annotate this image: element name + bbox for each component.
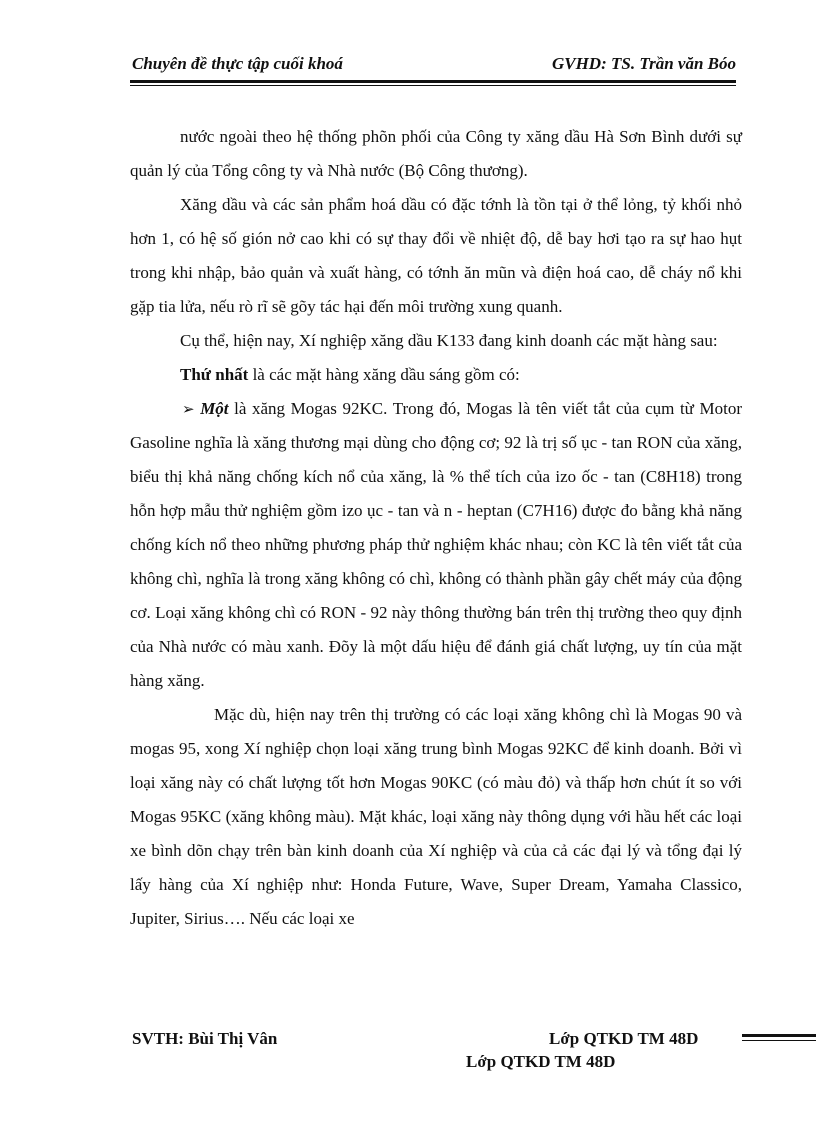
paragraph-4 — [130, 358, 742, 392]
bullet-item-1-lead: Một — [200, 399, 229, 418]
arrow-bullet-icon: ➢ — [182, 400, 195, 418]
bullet-item-1-text: là xăng Mogas 92KC. Trong đó, Mogas là tên viết tắt của cụm từ Motor Gasoline nghĩa là xăng thương mại dùng cho động cơ; 92 là trị số ục - tan RON của xăng, biểu thị khả năng chống kích nổ của xăng, là % thể tích của izo ốc - tan (C8H18) trong hỗn hợp mẫu thử nghiệm gồm izo ục - tan và n - heptan (C7H16) được đo bằng khả năng chống kích nổ theo những phương pháp thử nghiệm khác nhau; còn KC là tên viết tắt của không chì, nghĩa là trong xăng không có chì, không có thành phần gây chết máy của động cơ. Loại xăng không chì có RON - 92 này thông thường bán trên thị trường theo quy định của Nhà nước có màu xanh. Đõy là một dấu hiệu để đánh giá chất lượng, uy tín của mặt hàng xăng. — [130, 399, 742, 690]
header-rule-thick — [130, 80, 736, 83]
paragraph-4-text: là các mặt hàng xăng dầu sáng gồm có: — [248, 365, 520, 384]
document-body — [130, 120, 742, 936]
footer-class-repeat: Lớp QTKD TM 48D — [466, 1052, 616, 1071]
header-rule-thin — [130, 85, 736, 86]
bullet-item-1 — [130, 392, 742, 698]
paragraph-6: Mặc dù, hiện nay trên thị trường có các loại xăng không chì là Mogas 90 và mogas 95, xong Xí nghiệp chọn loại xăng trung bình Mogas 92KC để kinh doanh. Bởi vì loại xăng này có chất lượng tốt hơn Mogas 90KC (có màu đỏ) và thấp hơn chút ít so với Mogas 95KC (xăng không màu). Mặt khác, loại xăng này thông dụng với hầu hết các loại xe bình dõn chạy trên bàn kinh doanh của Xí nghiệp và của cả các đại lý và tổng đại lý lấy hàng của Xí nghiệp như: Honda Future, Wave, Super Dream, Yamaha Classico, Jupiter, Sirius…. Nếu các loại xe — [130, 705, 742, 928]
paragraph-4-lead: Thứ nhất — [180, 365, 249, 384]
footer-rule-thin — [742, 1040, 816, 1041]
header-title: Chuyên đề thực tập cuối khoá — [132, 54, 343, 73]
paragraph-2: Xăng dầu và các sản phẩm hoá dầu có đặc tớnh là tồn tại ở thể lỏng, tỷ khối nhỏ hơn 1, có hệ số gión nở cao khi có sự thay đổi về nhiệt độ, dễ bay hơi tạo ra sự hao hụt trong khi nhập, bảo quản và xuất hàng, có tớnh ăn mũn và điện hoá cao, dễ cháy nổ khi gặp tia lửa, nếu rò rĩ sẽ gõy tác hại đến môi trường xung quanh. — [130, 195, 742, 316]
paragraph-1: nước ngoài theo hệ thống phõn phối của Công ty xăng dầu Hà Sơn Bình dưới sự quản lý của Tổng công ty và Nhà nước (Bộ Công thương). — [130, 127, 742, 180]
footer-student: SVTH: Bùi Thị Vân — [132, 1029, 278, 1048]
header-supervisor: GVHD: TS. Trần văn Bóo — [551, 54, 736, 73]
footer-rule — [742, 1034, 816, 1044]
footer-rule-thick — [742, 1034, 816, 1037]
paragraph-3: Cụ thể, hiện nay, Xí nghiệp xăng dầu K133 đang kinh doanh các mặt hàng sau: — [180, 331, 718, 350]
page-header — [130, 52, 736, 78]
footer-class: Lớp QTKD TM 48D — [549, 1029, 699, 1048]
